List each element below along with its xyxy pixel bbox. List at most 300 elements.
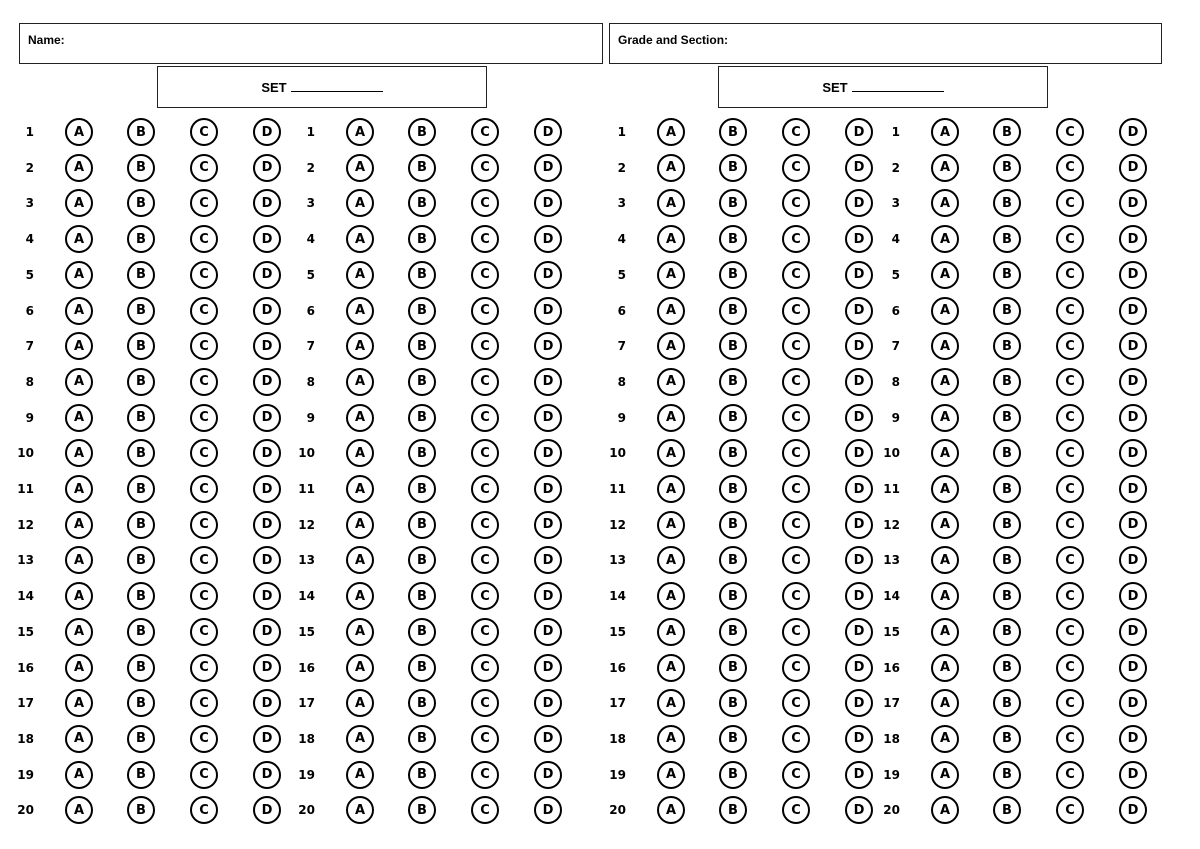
- answer-bubble-b[interactable]: B: [719, 225, 747, 253]
- answer-bubble-d[interactable]: D: [1119, 654, 1147, 682]
- answer-bubble-b[interactable]: B: [408, 582, 436, 610]
- answer-bubble-b[interactable]: B: [408, 475, 436, 503]
- answer-bubble-b[interactable]: B: [127, 154, 155, 182]
- answer-bubble-b[interactable]: B: [993, 118, 1021, 146]
- answer-bubble-d[interactable]: D: [253, 154, 281, 182]
- answer-bubble-b[interactable]: B: [127, 297, 155, 325]
- answer-bubble-a[interactable]: A: [346, 439, 374, 467]
- answer-bubble-c[interactable]: C: [782, 154, 810, 182]
- answer-bubble-b[interactable]: B: [719, 761, 747, 789]
- answer-bubble-d[interactable]: D: [534, 654, 562, 682]
- answer-bubble-d[interactable]: D: [1119, 796, 1147, 824]
- answer-bubble-b[interactable]: B: [993, 225, 1021, 253]
- answer-bubble-c[interactable]: C: [782, 582, 810, 610]
- answer-bubble-a[interactable]: A: [346, 546, 374, 574]
- answer-bubble-c[interactable]: C: [190, 761, 218, 789]
- answer-bubble-c[interactable]: C: [1056, 546, 1084, 574]
- answer-bubble-d[interactable]: D: [1119, 475, 1147, 503]
- answer-bubble-a[interactable]: A: [657, 189, 685, 217]
- answer-bubble-c[interactable]: C: [471, 118, 499, 146]
- answer-bubble-a[interactable]: A: [65, 511, 93, 539]
- answer-bubble-d[interactable]: D: [845, 725, 873, 753]
- answer-bubble-b[interactable]: B: [127, 582, 155, 610]
- answer-bubble-b[interactable]: B: [408, 225, 436, 253]
- answer-bubble-b[interactable]: B: [719, 582, 747, 610]
- answer-bubble-d[interactable]: D: [1119, 154, 1147, 182]
- answer-bubble-c[interactable]: C: [471, 618, 499, 646]
- answer-bubble-a[interactable]: A: [657, 761, 685, 789]
- answer-bubble-d[interactable]: D: [253, 689, 281, 717]
- answer-bubble-a[interactable]: A: [346, 725, 374, 753]
- answer-bubble-d[interactable]: D: [534, 761, 562, 789]
- answer-bubble-a[interactable]: A: [65, 582, 93, 610]
- answer-bubble-a[interactable]: A: [657, 404, 685, 432]
- answer-bubble-a[interactable]: A: [657, 154, 685, 182]
- answer-bubble-b[interactable]: B: [408, 297, 436, 325]
- answer-bubble-d[interactable]: D: [534, 189, 562, 217]
- answer-bubble-a[interactable]: A: [931, 297, 959, 325]
- answer-bubble-b[interactable]: B: [408, 761, 436, 789]
- answer-bubble-d[interactable]: D: [845, 546, 873, 574]
- answer-bubble-d[interactable]: D: [253, 118, 281, 146]
- answer-bubble-a[interactable]: A: [65, 546, 93, 574]
- answer-bubble-c[interactable]: C: [1056, 725, 1084, 753]
- answer-bubble-c[interactable]: C: [1056, 439, 1084, 467]
- answer-bubble-d[interactable]: D: [845, 654, 873, 682]
- answer-bubble-d[interactable]: D: [1119, 511, 1147, 539]
- answer-bubble-d[interactable]: D: [253, 618, 281, 646]
- answer-bubble-c[interactable]: C: [1056, 225, 1084, 253]
- answer-bubble-b[interactable]: B: [127, 689, 155, 717]
- answer-bubble-a[interactable]: A: [931, 118, 959, 146]
- answer-bubble-c[interactable]: C: [1056, 475, 1084, 503]
- answer-bubble-d[interactable]: D: [253, 725, 281, 753]
- answer-bubble-c[interactable]: C: [190, 189, 218, 217]
- answer-bubble-b[interactable]: B: [993, 404, 1021, 432]
- answer-bubble-c[interactable]: C: [782, 297, 810, 325]
- answer-bubble-a[interactable]: A: [65, 475, 93, 503]
- set-box-right[interactable]: [718, 66, 1048, 108]
- answer-bubble-a[interactable]: A: [931, 725, 959, 753]
- answer-bubble-a[interactable]: A: [657, 118, 685, 146]
- answer-bubble-d[interactable]: D: [534, 297, 562, 325]
- answer-bubble-c[interactable]: C: [471, 332, 499, 360]
- answer-bubble-a[interactable]: A: [346, 368, 374, 396]
- answer-bubble-c[interactable]: C: [1056, 368, 1084, 396]
- answer-bubble-c[interactable]: C: [782, 654, 810, 682]
- answer-bubble-b[interactable]: B: [719, 654, 747, 682]
- answer-bubble-b[interactable]: B: [408, 796, 436, 824]
- answer-bubble-c[interactable]: C: [190, 261, 218, 289]
- answer-bubble-b[interactable]: B: [408, 404, 436, 432]
- answer-bubble-c[interactable]: C: [1056, 261, 1084, 289]
- answer-bubble-c[interactable]: C: [782, 475, 810, 503]
- answer-bubble-b[interactable]: B: [127, 261, 155, 289]
- answer-bubble-a[interactable]: A: [65, 725, 93, 753]
- answer-bubble-c[interactable]: C: [471, 654, 499, 682]
- answer-bubble-b[interactable]: B: [408, 689, 436, 717]
- answer-bubble-d[interactable]: D: [845, 225, 873, 253]
- answer-bubble-a[interactable]: A: [65, 368, 93, 396]
- answer-bubble-a[interactable]: A: [657, 582, 685, 610]
- answer-bubble-d[interactable]: D: [253, 546, 281, 574]
- answer-bubble-b[interactable]: B: [127, 796, 155, 824]
- answer-bubble-d[interactable]: D: [534, 546, 562, 574]
- answer-bubble-a[interactable]: A: [931, 189, 959, 217]
- answer-bubble-a[interactable]: A: [346, 689, 374, 717]
- answer-bubble-b[interactable]: B: [408, 439, 436, 467]
- answer-bubble-d[interactable]: D: [1119, 297, 1147, 325]
- answer-bubble-a[interactable]: A: [65, 796, 93, 824]
- answer-bubble-c[interactable]: C: [782, 404, 810, 432]
- answer-bubble-b[interactable]: B: [993, 439, 1021, 467]
- answer-bubble-a[interactable]: A: [657, 332, 685, 360]
- answer-bubble-a[interactable]: A: [931, 154, 959, 182]
- answer-bubble-b[interactable]: B: [408, 118, 436, 146]
- answer-bubble-d[interactable]: D: [1119, 439, 1147, 467]
- answer-bubble-d[interactable]: D: [253, 261, 281, 289]
- answer-bubble-d[interactable]: D: [253, 761, 281, 789]
- answer-bubble-b[interactable]: B: [408, 368, 436, 396]
- answer-bubble-d[interactable]: D: [1119, 725, 1147, 753]
- answer-bubble-a[interactable]: A: [346, 511, 374, 539]
- answer-bubble-c[interactable]: C: [1056, 404, 1084, 432]
- answer-bubble-b[interactable]: B: [408, 189, 436, 217]
- answer-bubble-a[interactable]: A: [657, 511, 685, 539]
- answer-bubble-a[interactable]: A: [346, 225, 374, 253]
- answer-bubble-b[interactable]: B: [408, 654, 436, 682]
- answer-bubble-d[interactable]: D: [845, 189, 873, 217]
- answer-bubble-c[interactable]: C: [1056, 654, 1084, 682]
- answer-bubble-b[interactable]: B: [127, 118, 155, 146]
- answer-bubble-d[interactable]: D: [845, 261, 873, 289]
- answer-bubble-b[interactable]: B: [993, 368, 1021, 396]
- answer-bubble-c[interactable]: C: [1056, 761, 1084, 789]
- answer-bubble-c[interactable]: C: [782, 261, 810, 289]
- answer-bubble-a[interactable]: A: [346, 761, 374, 789]
- answer-bubble-c[interactable]: C: [190, 297, 218, 325]
- answer-bubble-b[interactable]: B: [993, 297, 1021, 325]
- answer-bubble-c[interactable]: C: [471, 404, 499, 432]
- answer-bubble-c[interactable]: C: [471, 297, 499, 325]
- answer-bubble-c[interactable]: C: [782, 689, 810, 717]
- answer-bubble-b[interactable]: B: [719, 475, 747, 503]
- answer-bubble-c[interactable]: C: [782, 368, 810, 396]
- answer-bubble-d[interactable]: D: [253, 582, 281, 610]
- answer-bubble-d[interactable]: D: [1119, 618, 1147, 646]
- answer-bubble-b[interactable]: B: [719, 332, 747, 360]
- answer-bubble-a[interactable]: A: [657, 439, 685, 467]
- answer-bubble-c[interactable]: C: [190, 796, 218, 824]
- answer-bubble-d[interactable]: D: [534, 154, 562, 182]
- answer-bubble-a[interactable]: A: [931, 654, 959, 682]
- answer-bubble-d[interactable]: D: [534, 261, 562, 289]
- answer-bubble-d[interactable]: D: [1119, 261, 1147, 289]
- answer-bubble-c[interactable]: C: [471, 154, 499, 182]
- answer-bubble-b[interactable]: B: [719, 189, 747, 217]
- answer-bubble-c[interactable]: C: [190, 654, 218, 682]
- answer-bubble-a[interactable]: A: [346, 118, 374, 146]
- answer-bubble-a[interactable]: A: [346, 654, 374, 682]
- answer-bubble-a[interactable]: A: [65, 225, 93, 253]
- answer-bubble-a[interactable]: A: [931, 475, 959, 503]
- set-box-left[interactable]: [157, 66, 487, 108]
- answer-bubble-a[interactable]: A: [346, 796, 374, 824]
- answer-bubble-c[interactable]: C: [782, 189, 810, 217]
- answer-bubble-c[interactable]: C: [1056, 118, 1084, 146]
- answer-bubble-c[interactable]: C: [471, 511, 499, 539]
- answer-bubble-a[interactable]: A: [65, 297, 93, 325]
- answer-bubble-c[interactable]: C: [190, 511, 218, 539]
- answer-bubble-b[interactable]: B: [127, 225, 155, 253]
- answer-bubble-c[interactable]: C: [782, 511, 810, 539]
- answer-bubble-b[interactable]: B: [408, 261, 436, 289]
- grade-section-field[interactable]: [609, 23, 1162, 64]
- answer-bubble-a[interactable]: A: [657, 654, 685, 682]
- answer-bubble-b[interactable]: B: [993, 725, 1021, 753]
- answer-bubble-b[interactable]: B: [408, 154, 436, 182]
- answer-bubble-b[interactable]: B: [408, 332, 436, 360]
- answer-bubble-a[interactable]: A: [346, 154, 374, 182]
- answer-bubble-b[interactable]: B: [127, 368, 155, 396]
- answer-bubble-c[interactable]: C: [1056, 582, 1084, 610]
- answer-bubble-c[interactable]: C: [190, 582, 218, 610]
- answer-bubble-c[interactable]: C: [1056, 297, 1084, 325]
- answer-bubble-b[interactable]: B: [127, 189, 155, 217]
- answer-bubble-d[interactable]: D: [845, 618, 873, 646]
- answer-bubble-c[interactable]: C: [471, 475, 499, 503]
- answer-bubble-a[interactable]: A: [346, 475, 374, 503]
- answer-bubble-c[interactable]: C: [190, 689, 218, 717]
- answer-bubble-d[interactable]: D: [253, 404, 281, 432]
- answer-bubble-c[interactable]: C: [471, 546, 499, 574]
- answer-bubble-c[interactable]: C: [1056, 189, 1084, 217]
- answer-bubble-c[interactable]: C: [782, 118, 810, 146]
- answer-bubble-c[interactable]: C: [1056, 332, 1084, 360]
- answer-bubble-c[interactable]: C: [1056, 511, 1084, 539]
- answer-bubble-c[interactable]: C: [471, 761, 499, 789]
- answer-bubble-a[interactable]: A: [346, 297, 374, 325]
- answer-bubble-d[interactable]: D: [845, 761, 873, 789]
- answer-bubble-b[interactable]: B: [993, 761, 1021, 789]
- answer-bubble-b[interactable]: B: [127, 332, 155, 360]
- answer-bubble-d[interactable]: D: [253, 654, 281, 682]
- answer-bubble-d[interactable]: D: [1119, 582, 1147, 610]
- answer-bubble-b[interactable]: B: [993, 546, 1021, 574]
- answer-bubble-d[interactable]: D: [1119, 761, 1147, 789]
- answer-bubble-b[interactable]: B: [993, 654, 1021, 682]
- answer-bubble-a[interactable]: A: [931, 546, 959, 574]
- answer-bubble-d[interactable]: D: [534, 582, 562, 610]
- answer-bubble-a[interactable]: A: [346, 618, 374, 646]
- answer-bubble-d[interactable]: D: [845, 154, 873, 182]
- answer-bubble-b[interactable]: B: [719, 118, 747, 146]
- answer-bubble-b[interactable]: B: [127, 546, 155, 574]
- answer-bubble-c[interactable]: C: [1056, 689, 1084, 717]
- answer-bubble-c[interactable]: C: [190, 618, 218, 646]
- answer-bubble-c[interactable]: C: [782, 332, 810, 360]
- answer-bubble-d[interactable]: D: [534, 118, 562, 146]
- answer-bubble-a[interactable]: A: [931, 332, 959, 360]
- answer-bubble-d[interactable]: D: [845, 582, 873, 610]
- answer-bubble-c[interactable]: C: [471, 725, 499, 753]
- answer-bubble-a[interactable]: A: [346, 332, 374, 360]
- answer-bubble-a[interactable]: A: [346, 582, 374, 610]
- answer-bubble-c[interactable]: C: [1056, 618, 1084, 646]
- answer-bubble-d[interactable]: D: [845, 297, 873, 325]
- answer-bubble-c[interactable]: C: [190, 404, 218, 432]
- answer-bubble-d[interactable]: D: [845, 404, 873, 432]
- answer-bubble-d[interactable]: D: [534, 725, 562, 753]
- answer-bubble-c[interactable]: C: [1056, 796, 1084, 824]
- answer-bubble-d[interactable]: D: [534, 332, 562, 360]
- answer-bubble-a[interactable]: A: [931, 439, 959, 467]
- answer-bubble-a[interactable]: A: [346, 261, 374, 289]
- answer-bubble-a[interactable]: A: [65, 654, 93, 682]
- answer-bubble-c[interactable]: C: [471, 368, 499, 396]
- answer-bubble-c[interactable]: C: [190, 725, 218, 753]
- answer-bubble-c[interactable]: C: [190, 439, 218, 467]
- answer-bubble-a[interactable]: A: [65, 261, 93, 289]
- answer-bubble-d[interactable]: D: [1119, 368, 1147, 396]
- answer-bubble-d[interactable]: D: [845, 689, 873, 717]
- answer-bubble-c[interactable]: C: [190, 225, 218, 253]
- answer-bubble-a[interactable]: A: [931, 689, 959, 717]
- answer-bubble-c[interactable]: C: [471, 225, 499, 253]
- answer-bubble-b[interactable]: B: [719, 439, 747, 467]
- answer-bubble-c[interactable]: C: [190, 118, 218, 146]
- answer-bubble-b[interactable]: B: [719, 261, 747, 289]
- answer-bubble-a[interactable]: A: [657, 689, 685, 717]
- answer-bubble-d[interactable]: D: [253, 189, 281, 217]
- answer-bubble-b[interactable]: B: [127, 654, 155, 682]
- answer-bubble-d[interactable]: D: [534, 618, 562, 646]
- answer-bubble-c[interactable]: C: [471, 582, 499, 610]
- answer-bubble-b[interactable]: B: [127, 511, 155, 539]
- answer-bubble-a[interactable]: A: [931, 761, 959, 789]
- answer-bubble-d[interactable]: D: [534, 689, 562, 717]
- answer-bubble-b[interactable]: B: [127, 439, 155, 467]
- answer-bubble-c[interactable]: C: [782, 761, 810, 789]
- answer-bubble-b[interactable]: B: [127, 618, 155, 646]
- answer-bubble-d[interactable]: D: [1119, 332, 1147, 360]
- answer-bubble-d[interactable]: D: [534, 404, 562, 432]
- answer-bubble-d[interactable]: D: [845, 332, 873, 360]
- answer-bubble-d[interactable]: D: [1119, 689, 1147, 717]
- answer-bubble-d[interactable]: D: [845, 796, 873, 824]
- answer-bubble-d[interactable]: D: [1119, 189, 1147, 217]
- answer-bubble-d[interactable]: D: [1119, 404, 1147, 432]
- answer-bubble-a[interactable]: A: [346, 404, 374, 432]
- answer-bubble-a[interactable]: A: [657, 618, 685, 646]
- answer-bubble-a[interactable]: A: [931, 796, 959, 824]
- answer-bubble-a[interactable]: A: [65, 761, 93, 789]
- answer-bubble-b[interactable]: B: [993, 618, 1021, 646]
- answer-bubble-c[interactable]: C: [471, 796, 499, 824]
- answer-bubble-b[interactable]: B: [993, 189, 1021, 217]
- answer-bubble-c[interactable]: C: [782, 796, 810, 824]
- answer-bubble-c[interactable]: C: [471, 689, 499, 717]
- answer-bubble-d[interactable]: D: [534, 511, 562, 539]
- answer-bubble-d[interactable]: D: [845, 368, 873, 396]
- answer-bubble-d[interactable]: D: [845, 118, 873, 146]
- answer-bubble-b[interactable]: B: [993, 796, 1021, 824]
- answer-bubble-a[interactable]: A: [65, 618, 93, 646]
- answer-bubble-d[interactable]: D: [253, 475, 281, 503]
- answer-bubble-b[interactable]: B: [719, 297, 747, 325]
- answer-bubble-b[interactable]: B: [993, 689, 1021, 717]
- answer-bubble-b[interactable]: B: [408, 511, 436, 539]
- answer-bubble-b[interactable]: B: [408, 725, 436, 753]
- answer-bubble-a[interactable]: A: [931, 582, 959, 610]
- answer-bubble-a[interactable]: A: [931, 618, 959, 646]
- answer-bubble-b[interactable]: B: [127, 725, 155, 753]
- answer-bubble-d[interactable]: D: [253, 439, 281, 467]
- answer-bubble-a[interactable]: A: [65, 189, 93, 217]
- answer-bubble-d[interactable]: D: [845, 511, 873, 539]
- answer-bubble-b[interactable]: B: [719, 368, 747, 396]
- answer-bubble-c[interactable]: C: [782, 225, 810, 253]
- answer-bubble-c[interactable]: C: [190, 368, 218, 396]
- answer-bubble-b[interactable]: B: [993, 511, 1021, 539]
- answer-bubble-d[interactable]: D: [253, 297, 281, 325]
- answer-bubble-d[interactable]: D: [1119, 225, 1147, 253]
- answer-bubble-d[interactable]: D: [534, 439, 562, 467]
- answer-bubble-c[interactable]: C: [1056, 154, 1084, 182]
- answer-bubble-d[interactable]: D: [1119, 546, 1147, 574]
- answer-bubble-d[interactable]: D: [253, 368, 281, 396]
- answer-bubble-d[interactable]: D: [253, 332, 281, 360]
- answer-bubble-c[interactable]: C: [471, 439, 499, 467]
- answer-bubble-b[interactable]: B: [719, 546, 747, 574]
- answer-bubble-c[interactable]: C: [190, 546, 218, 574]
- answer-bubble-a[interactable]: A: [65, 439, 93, 467]
- answer-bubble-a[interactable]: A: [931, 404, 959, 432]
- answer-bubble-c[interactable]: C: [471, 261, 499, 289]
- answer-bubble-b[interactable]: B: [127, 475, 155, 503]
- answer-bubble-d[interactable]: D: [1119, 118, 1147, 146]
- answer-bubble-a[interactable]: A: [657, 261, 685, 289]
- answer-bubble-c[interactable]: C: [471, 189, 499, 217]
- answer-bubble-a[interactable]: A: [931, 368, 959, 396]
- answer-bubble-d[interactable]: D: [534, 796, 562, 824]
- answer-bubble-b[interactable]: B: [993, 332, 1021, 360]
- answer-bubble-c[interactable]: C: [782, 546, 810, 574]
- answer-bubble-a[interactable]: A: [657, 368, 685, 396]
- answer-bubble-a[interactable]: A: [657, 725, 685, 753]
- answer-bubble-a[interactable]: A: [65, 404, 93, 432]
- answer-bubble-a[interactable]: A: [65, 118, 93, 146]
- answer-bubble-b[interactable]: B: [127, 404, 155, 432]
- answer-bubble-d[interactable]: D: [253, 511, 281, 539]
- answer-bubble-b[interactable]: B: [993, 261, 1021, 289]
- answer-bubble-d[interactable]: D: [253, 225, 281, 253]
- answer-bubble-a[interactable]: A: [65, 689, 93, 717]
- answer-bubble-b[interactable]: B: [408, 546, 436, 574]
- answer-bubble-b[interactable]: B: [719, 689, 747, 717]
- answer-bubble-b[interactable]: B: [719, 618, 747, 646]
- answer-bubble-b[interactable]: B: [993, 475, 1021, 503]
- answer-bubble-a[interactable]: A: [931, 225, 959, 253]
- answer-bubble-c[interactable]: C: [190, 154, 218, 182]
- answer-bubble-a[interactable]: A: [657, 475, 685, 503]
- answer-bubble-d[interactable]: D: [845, 475, 873, 503]
- answer-bubble-a[interactable]: A: [657, 796, 685, 824]
- answer-bubble-d[interactable]: D: [534, 368, 562, 396]
- answer-bubble-c[interactable]: C: [190, 475, 218, 503]
- answer-bubble-b[interactable]: B: [993, 154, 1021, 182]
- answer-bubble-a[interactable]: A: [931, 261, 959, 289]
